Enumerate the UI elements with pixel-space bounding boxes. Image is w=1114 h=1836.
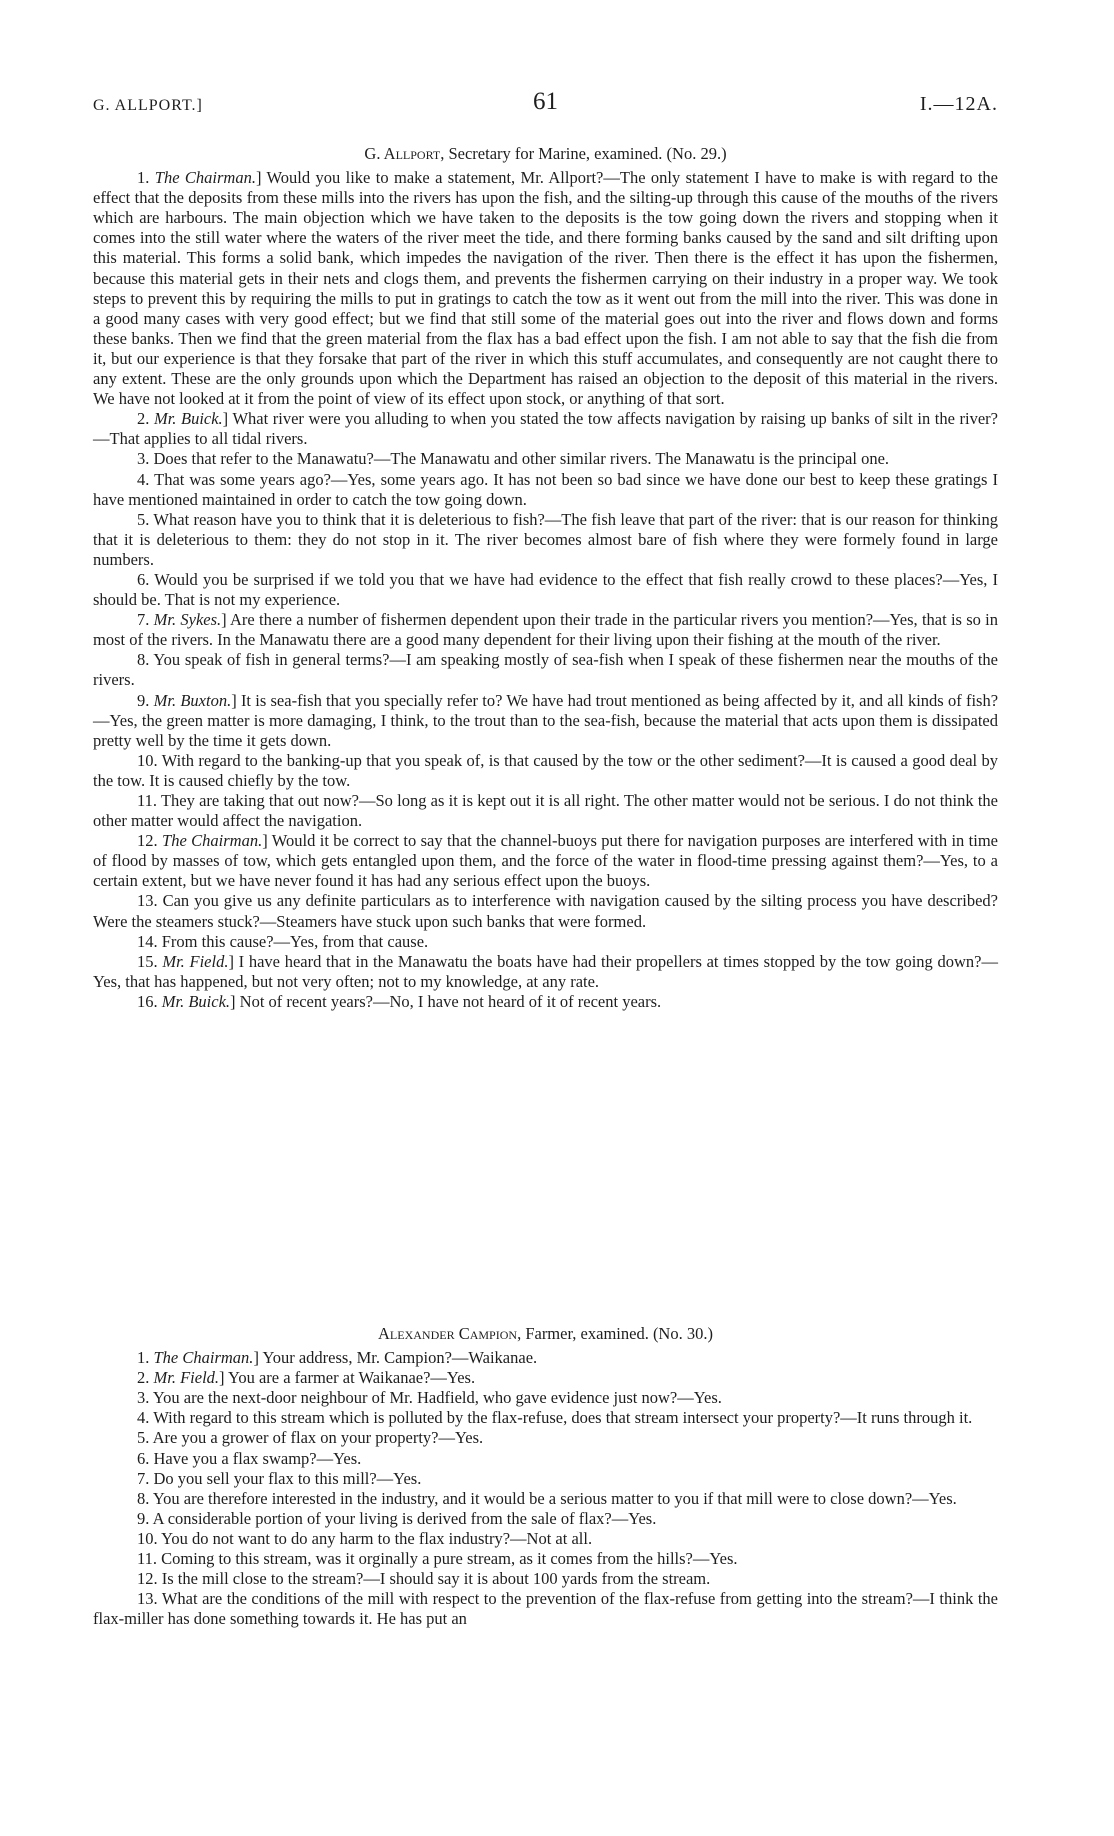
page-number: 61: [533, 88, 558, 115]
question-text: Are you a grower of flax on your property?—Yes.: [152, 1428, 484, 1448]
question-paragraph: [93, 610, 998, 650]
section-title: [93, 1324, 998, 1344]
question-text: Can you give us any definite particulars as to interference with navigation caused by the silting process you have described? Were the steamers stuck?—Steamers have stuck upon such banks that were formed.: [93, 891, 998, 931]
question-paragraph: [93, 449, 998, 469]
witness-name: G. Allport: [364, 144, 441, 163]
section-title: [93, 144, 998, 164]
question-number: 5.: [137, 509, 154, 529]
question-text: Have you a flax swamp?—Yes.: [153, 1448, 362, 1468]
question-number: 6.: [137, 1448, 154, 1468]
question-text: You are the next-door neighbour of Mr. Hadfield, who gave evidence just now?—Yes.: [152, 1388, 722, 1408]
question-number: 14.: [137, 931, 162, 951]
question-text: From this cause?—Yes, from that cause.: [161, 931, 429, 951]
question-text: Do you sell your flax to this mill?—Yes.: [153, 1468, 422, 1488]
question-paragraph: [93, 1348, 998, 1368]
question-number: 1.: [137, 1348, 154, 1368]
speaker-name: The Chairman.: [153, 1348, 254, 1368]
question-number: 15.: [137, 951, 163, 971]
question-number: 8.: [137, 1488, 153, 1508]
question-paragraph: [93, 891, 998, 931]
question-paragraph: [93, 1449, 998, 1469]
question-text: With regard to the banking-up that you speak of, is that caused by the tow or the other sediment?—It is caused a good deal by the tow. It is caused chiefly by the tow.: [93, 750, 998, 790]
question-paragraph: [93, 1368, 998, 1388]
section-allport: [93, 144, 998, 1012]
question-number: 4.: [137, 469, 155, 489]
question-text: Would you be surprised if we told you that we have had evidence to the effect that fish really crowd to these places?—Yes, I should be. That is not my experience.: [93, 569, 999, 610]
question-number: 7.: [137, 610, 154, 630]
question-text: ] What river were you alluding to when you stated the tow affects navigation by raising up banks of silt in the river?—That applies to all tidal rivers.: [93, 409, 998, 449]
question-text: Coming to this stream, was it orginally a pure stream, as it comes from the hills?—Yes.: [161, 1549, 738, 1569]
section-campion: [93, 1324, 998, 1629]
question-text: ] Are there a number of fishermen dependent upon their trade in the particular rivers you mention?—Yes, that is so in most of the rivers. In the Manawatu there are a good many dependent for their living upon their fishing at the mouth of the river.: [93, 610, 998, 650]
question-text: ] Your address, Mr. Campion?—Waikanae.: [253, 1348, 538, 1368]
question-text: ] Would it be correct to say that the channel-buoys put there for navigation purposes are interfered with in time of flood by masses of tow, which gets entangled upon them, and the force of the water in flood-time pressing against them?—Yes, to a certain extent, but we have never found it has had any serious effect upon the buoys.: [93, 831, 999, 891]
speaker-name: Mr. Field.: [162, 951, 229, 971]
question-number: 5.: [137, 1428, 153, 1448]
question-text: You do not want to do any harm to the flax industry?—Not at all.: [161, 1528, 593, 1548]
question-number: 11.: [137, 791, 161, 810]
question-paragraph: [93, 932, 998, 952]
question-text: Does that refer to the Manawatu?—The Manawatu and other similar rivers. The Manawatu is the principal one.: [153, 449, 890, 469]
question-text: You are therefore interested in the industry, and it would be a serious matter to you if that mill were to close down?—Yes.: [152, 1488, 957, 1508]
question-number: 13.: [137, 891, 163, 911]
question-text: Is the mill close to the stream?—I should say it is about 100 yards from the stream.: [161, 1569, 711, 1589]
question-paragraph: [93, 1569, 998, 1589]
question-number: 2.: [137, 409, 154, 429]
question-number: 9.: [137, 690, 154, 710]
question-number: 16.: [137, 991, 162, 1011]
question-number: 3.: [137, 449, 154, 469]
question-number: 12.: [137, 831, 163, 851]
question-number: 9.: [137, 1508, 153, 1528]
question-paragraph: [93, 409, 998, 449]
question-paragraph: [93, 1589, 998, 1629]
speaker-name: Mr. Buick.: [153, 409, 223, 429]
question-text: A considerable portion of your living is derived from the sale of flax?—Yes.: [152, 1508, 657, 1528]
witness-description: , Secretary for Marine, examined. (No. 29.): [440, 144, 727, 163]
speaker-name: Mr. Sykes.: [153, 610, 222, 630]
header-left: G. ALLPORT.]: [93, 97, 203, 114]
question-paragraph: [93, 650, 998, 690]
question-paragraph: [93, 1489, 998, 1509]
question-text: That was some years ago?—Yes, some years ago. It has not been so bad since we have done our best to keep these gratings I have mentioned maintained in order to catch the tow going down.: [93, 469, 998, 509]
question-number: 12.: [137, 1569, 162, 1589]
speaker-name: The Chairman.: [162, 831, 263, 851]
running-header: [93, 88, 998, 128]
question-list: [93, 1348, 998, 1629]
question-paragraph: [93, 1388, 998, 1408]
question-number: 13.: [137, 1589, 162, 1609]
question-paragraph: [93, 168, 998, 409]
question-paragraph: [93, 1509, 998, 1529]
question-number: 11.: [137, 1549, 162, 1569]
question-paragraph: [93, 751, 998, 791]
question-paragraph: [93, 1529, 998, 1549]
question-text: ] Would you like to make a statement, Mr. Allport?—The only statement I have to make is with regard to the effect that the deposits from these mills into the rivers has upon the fish, and the silting-up through this cause of the mouths of the rivers which are harbours. The main objection which we have taken to the deposits is the tow going down the rivers and stopping when it comes into the still water where the waters of the river meet the tide, and there forming banks caused by the sand and silt drifting upon this material. This forms a solid bank, which impedes the navigation of the river. Then there is the effect it has upon the fishermen, because this material gets in their nets and clogs them, and prevents the fishermen carrying on their industry in a proper way. We took steps to prevent this by requiring the mills to put in gratings to catch the tow as it went out from the mill into the river. This was done in a good many cases with very good effect; but we find that still some of the material goes out into the river and flows down and forms these banks. Then we find that the green material from the flax has a bad effect upon the fish. I am not able to say that the fish die from it, but our experience is that they forsake that part of the river in which this stuff accumulates, and consequently are not caught there to any extent. These are the only grounds upon which the Department has raised an objection to the deposit of this material in the rivers. We have not looked at it from the point of view of its effect upon stock, or anything of that sort.: [93, 168, 998, 409]
speaker-name: Mr. Field.: [153, 1368, 220, 1388]
question-paragraph: [93, 510, 998, 570]
speaker-name: Mr. Buick.: [161, 991, 231, 1011]
speaker-name: The Chairman.: [154, 168, 256, 188]
question-text: You speak of fish in general terms?—I am speaking mostly of sea-fish when I speak of these fishermen near the mouths of the rivers.: [93, 650, 998, 690]
witness-description: , Farmer, examined. (No. 30.): [517, 1324, 713, 1343]
question-paragraph: [93, 831, 998, 891]
speaker-name: Mr. Buxton.: [153, 690, 232, 710]
question-number: 7.: [137, 1468, 154, 1488]
question-number: 3.: [137, 1388, 153, 1408]
question-number: 10.: [137, 1528, 162, 1548]
question-paragraph: [93, 791, 998, 831]
question-paragraph: [93, 952, 998, 992]
question-text: ] I have heard that in the Manawatu the boats have had their propellers at times stopped by the tow going down?—Yes, that has happened, but not very often; not to my knowledge, at any rate.: [93, 951, 998, 991]
question-text: With regard to this stream which is polluted by the flax-refuse, does that stream intersect your property?—It runs through it.: [153, 1408, 973, 1428]
question-text: What are the conditions of the mill with respect to the prevention of the flax-refuse from getting into the stream?—I think the flax-miller has done something towards it. He has put an: [93, 1589, 998, 1629]
question-paragraph: [93, 1408, 998, 1428]
question-text: ] You are a farmer at Waikanae?—Yes.: [219, 1368, 476, 1388]
question-text: They are taking that out now?—So long as it is kept out it is all right. The other matter would not be serious. I do not think the other matter would affect the navigation.: [93, 791, 999, 831]
question-paragraph: [93, 1549, 998, 1569]
question-number: 10.: [137, 750, 162, 770]
question-number: 4.: [137, 1408, 154, 1428]
question-number: 1.: [137, 168, 155, 188]
question-paragraph: [93, 470, 998, 510]
question-paragraph: [93, 1428, 998, 1448]
question-number: 8.: [137, 650, 154, 670]
question-paragraph: [93, 992, 998, 1012]
question-number: 6.: [137, 569, 155, 589]
question-paragraph: [93, 570, 998, 610]
question-text: ] Not of recent years?—No, I have not heard of it of recent years.: [230, 991, 662, 1011]
header-right: I.—12A.: [919, 93, 998, 115]
question-number: 2.: [137, 1368, 154, 1388]
question-list: [93, 168, 998, 1012]
question-paragraph: [93, 691, 998, 751]
question-paragraph: [93, 1469, 998, 1489]
question-text: ] It is sea-fish that you specially refer to? We have had trout mentioned as being affected by it, and all kinds of fish?—Yes, the green matter is more damaging, I think, to the trout than to the sea-fish, because the material that acts upon them is dissipated pretty well by the time it gets down.: [93, 690, 999, 750]
witness-name: Alexander Campion: [378, 1324, 518, 1343]
question-text: What reason have you to think that it is deleterious to fish?—The fish leave that part of the river: that is our reason for thinking that it is deleterious to them: they do not stop in it. The river becomes almost bare of fish where they were formely found in large numbers.: [93, 509, 999, 569]
